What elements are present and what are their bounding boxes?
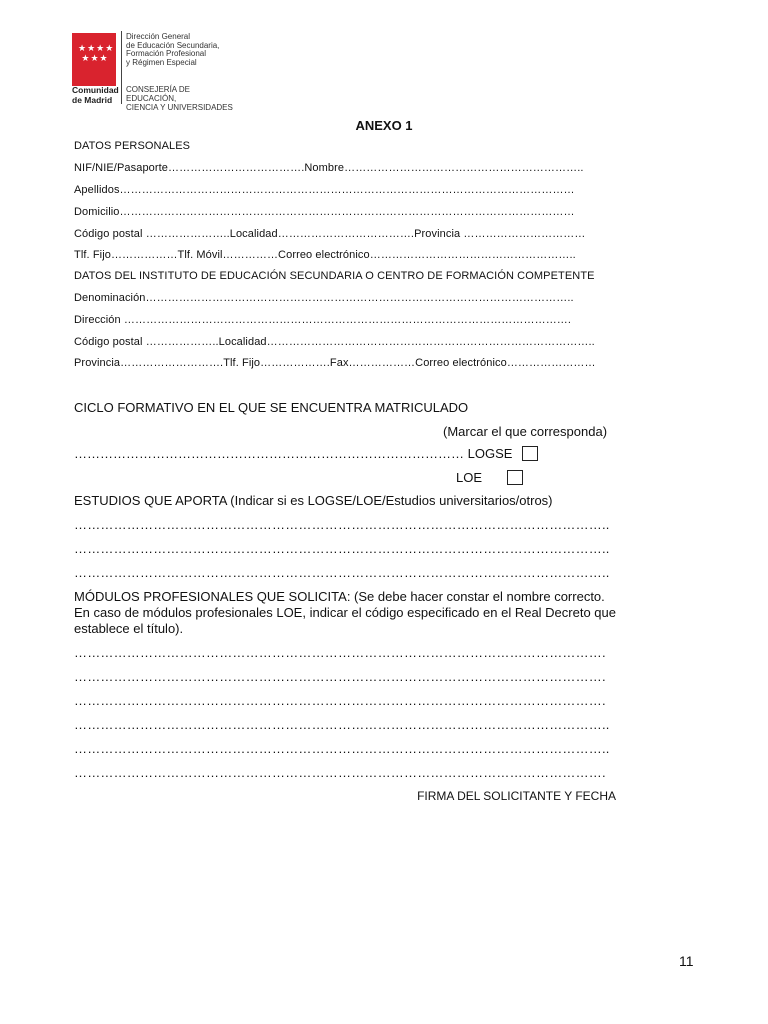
field-domicilio[interactable]: Domicilio…………………………………………………………………………………………………………… bbox=[74, 206, 575, 218]
estudios-line-3[interactable]: ………………………………………………………………………………………………………….. bbox=[74, 565, 610, 580]
field-apellidos[interactable]: Apellidos…………………………………………………………………………………………………………… bbox=[74, 184, 575, 196]
ciclo-name-field[interactable]: ……………………………………………………………………………… bbox=[74, 446, 464, 461]
estudios-line-1[interactable]: ………………………………………………………………………………………………………….. bbox=[74, 517, 610, 532]
ciclo-row-loe bbox=[456, 470, 523, 485]
comunidad-madrid-logo bbox=[72, 31, 242, 112]
loe-checkbox[interactable] bbox=[507, 470, 523, 485]
institute-heading: DATOS DEL INSTITUTO DE EDUCACIÓN SECUNDARIA O CENTRO DE FORMACIÓN COMPETENTE bbox=[74, 270, 595, 282]
ciclo-row-logse bbox=[74, 446, 538, 461]
modulos-line-4[interactable]: ………………………………………………………………………………………………………….. bbox=[74, 717, 610, 732]
madrid-flag-icon bbox=[72, 33, 116, 86]
logse-checkbox[interactable] bbox=[522, 446, 538, 461]
modulos-line-3[interactable]: …………………………………………………………………………………………………………. bbox=[74, 693, 606, 708]
logo-stars: ★★★★ ★★★ bbox=[78, 43, 115, 63]
personal-heading: DATOS PERSONALES bbox=[74, 140, 191, 152]
modulos-line-6[interactable]: …………………………………………………………………………………………………………. bbox=[74, 765, 606, 780]
page-number: 11 bbox=[679, 953, 694, 969]
field-centro-cp-localidad[interactable]: Código postal ………………..Localidad…………………………………………………………………………….. bbox=[74, 336, 595, 348]
field-direccion[interactable]: Dirección …………………………………………………………………………………………………………. bbox=[74, 314, 572, 326]
logo-divider bbox=[121, 31, 122, 104]
logo-council: CONSEJERÍA DE EDUCACIÓN, CIENCIA Y UNIVERSIDADES bbox=[126, 85, 233, 112]
field-cp-localidad-provincia[interactable]: Código postal …………………..Localidad……………………………….Provincia …………………………… bbox=[74, 228, 586, 240]
field-denominacion[interactable]: Denominación…………………………………………………………………………………………………….. bbox=[74, 292, 574, 304]
ciclo-heading: CICLO FORMATIVO EN EL QUE SE ENCUENTRA MATRICULADO bbox=[74, 400, 469, 415]
logo-directorate: Dirección General de Educación Secundaria, Formación Profesional y Régimen Especial bbox=[126, 32, 220, 67]
signature-label: FIRMA DEL SOLICITANTE Y FECHA bbox=[417, 789, 616, 803]
loe-label: LOE bbox=[456, 470, 483, 485]
page-title: ANEXO 1 bbox=[355, 118, 413, 133]
modulos-line-1[interactable]: …………………………………………………………………………………………………………. bbox=[74, 645, 606, 660]
modulos-instructions: MÓDULOS PROFESIONALES QUE SOLICITA: (Se debe hacer constar el nombre correcto. En caso de módulos profesionales LOE, indicar el código especificado en el Real Decreto que establece el título). bbox=[74, 589, 616, 636]
estudios-line-2[interactable]: ………………………………………………………………………………………………………….. bbox=[74, 541, 610, 556]
field-centro-provincia-contacto[interactable]: Provincia……………………….Tlf. Fijo……………….Fax………………Correo electrónico…………………… bbox=[74, 357, 596, 369]
modulos-line-5[interactable]: ………………………………………………………………………………………………………….. bbox=[74, 741, 610, 756]
logse-label: LOGSE bbox=[467, 446, 513, 461]
ciclo-hint: (Marcar el que corresponda) bbox=[443, 424, 608, 439]
estudios-heading: ESTUDIOS QUE APORTA (Indicar si es LOGSE/LOE/Estudios universitarios/otros) bbox=[74, 493, 553, 508]
field-nif-nombre[interactable]: NIF/NIE/Pasaporte……………………………….Nombre……………………………………………………….. bbox=[74, 162, 584, 174]
field-telefonos-correo[interactable]: Tlf. Fijo………………Tlf. Móvil……………Correo electrónico……………………………………………….. bbox=[74, 249, 576, 261]
logo-org-name: Comunidad de Madrid bbox=[72, 85, 119, 105]
modulos-line-2[interactable]: …………………………………………………………………………………………………………. bbox=[74, 669, 606, 684]
